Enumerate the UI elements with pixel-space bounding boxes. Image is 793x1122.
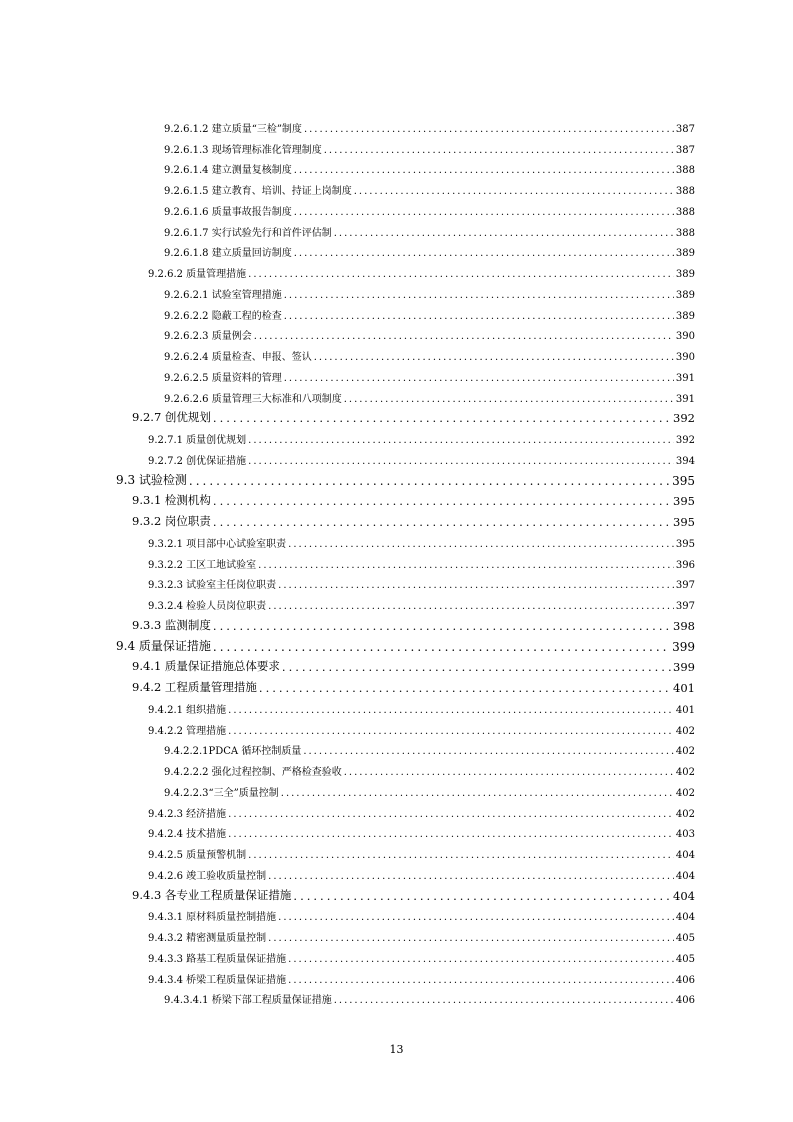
toc-dot-leader bbox=[314, 352, 674, 363]
toc-entry-title: 9.4.2.2.2 强化过程控制、严格检查验收 bbox=[164, 767, 342, 778]
toc-entry[interactable] bbox=[0, 612, 793, 633]
toc-entry-page-number: 387 bbox=[675, 123, 695, 135]
toc-dot-leader bbox=[294, 165, 674, 176]
toc-dot-leader bbox=[268, 871, 674, 882]
toc-dot-leader bbox=[268, 601, 674, 612]
toc-entry[interactable] bbox=[0, 944, 793, 965]
toc-dot-leader bbox=[303, 746, 674, 757]
toc-dot-leader bbox=[259, 681, 671, 695]
toc-entry-title: 9.4.2.6 竣工验收质量控制 bbox=[148, 870, 267, 882]
toc-entry-title: 9.4.2.2 管理措施 bbox=[148, 725, 227, 737]
toc-dot-leader bbox=[213, 619, 671, 633]
toc-entry-page-number: 388 bbox=[675, 186, 695, 197]
toc-entry-page-number: 405 bbox=[675, 953, 695, 965]
toc-entry-page-number: 388 bbox=[675, 206, 695, 218]
toc-entry-title: 9.2.6.1.5 建立教育、培训、持证上岗制度 bbox=[164, 186, 352, 197]
toc-entry[interactable] bbox=[0, 654, 793, 675]
toc-entry-title: 9.4.2 工程质量管理措施 bbox=[132, 680, 257, 694]
toc-entry[interactable] bbox=[0, 425, 793, 446]
toc-entry[interactable] bbox=[0, 923, 793, 944]
toc-entry-page-number: 404 bbox=[675, 850, 695, 861]
toc-entry-title: 9.4.2.4 技术措施 bbox=[148, 829, 227, 841]
toc-dot-leader bbox=[284, 290, 674, 301]
toc-entry[interactable] bbox=[0, 799, 793, 820]
toc-entry-title: 9.4.3.4.1 桥梁下部工程质量保证措施 bbox=[164, 995, 332, 1007]
toc-dot-leader bbox=[228, 809, 674, 820]
toc-entry-page-number: 398 bbox=[673, 618, 695, 633]
toc-entry-title: 9.3.1 检测机构 bbox=[132, 493, 211, 508]
toc-entry[interactable] bbox=[0, 176, 793, 197]
toc-entry-title: 9.3.3 监测制度 bbox=[132, 617, 211, 632]
toc-dot-leader bbox=[284, 311, 674, 322]
toc-dot-leader bbox=[268, 933, 674, 944]
toc-entry-page-number: 405 bbox=[675, 933, 695, 944]
toc-entry-title: 9.2.7.2 创优保证措施 bbox=[148, 455, 247, 467]
toc-entry-page-number: 387 bbox=[675, 144, 695, 156]
toc-entry-page-number: 404 bbox=[675, 870, 695, 882]
toc-entry-title: 9.4.3 各专业工程质量保证措施 bbox=[132, 887, 292, 902]
toc-entry[interactable] bbox=[0, 861, 793, 882]
toc-entry-page-number: 392 bbox=[673, 411, 695, 426]
toc-entry[interactable] bbox=[0, 239, 793, 260]
toc-entry-title: 9.2.6.2.2 隐蔽工程的检查 bbox=[164, 310, 282, 322]
toc-dot-leader bbox=[228, 829, 674, 840]
toc-entry[interactable] bbox=[0, 778, 793, 799]
toc-entry-title: 9.4 质量保证措施 bbox=[116, 638, 211, 653]
toc-entry-title: 9.2.6.2.3 质量例会 bbox=[164, 331, 252, 343]
toc-entry-page-number: 394 bbox=[675, 455, 695, 467]
toc-entry[interactable] bbox=[0, 135, 793, 156]
toc-dot-leader bbox=[213, 515, 671, 529]
toc-entry-page-number: 395 bbox=[673, 494, 695, 509]
toc-dot-leader bbox=[324, 145, 674, 156]
toc-entry-title: 9.2.6.2.4 质量检查、申报、签认 bbox=[164, 352, 312, 363]
toc-entry-title: 9.2.6.2 质量管理措施 bbox=[148, 269, 247, 280]
toc-dot-leader bbox=[228, 726, 674, 737]
toc-dot-leader bbox=[344, 394, 674, 405]
toc-entry-page-number: 406 bbox=[675, 995, 695, 1007]
toc-entry-page-number: 390 bbox=[675, 331, 695, 343]
toc-dot-leader bbox=[254, 331, 674, 342]
toc-dot-leader bbox=[288, 975, 674, 986]
toc-dot-leader bbox=[344, 767, 674, 778]
toc-entry-title: 9.2.6.1.6 质量事故报告制度 bbox=[164, 206, 292, 218]
toc-entry[interactable] bbox=[0, 571, 793, 592]
toc-entry-page-number: 391 bbox=[675, 372, 695, 384]
toc-entry[interactable] bbox=[0, 114, 793, 135]
toc-entry[interactable] bbox=[0, 363, 793, 384]
toc-entry-page-number: 402 bbox=[675, 746, 695, 758]
toc-entry[interactable] bbox=[0, 757, 793, 778]
toc-entry-title: 9.3.2.4 检验人员岗位职责 bbox=[148, 601, 267, 612]
toc-entry-title: 9.2.6.2.6 质量管理三大标准和八项制度 bbox=[164, 393, 342, 405]
toc-dot-leader bbox=[248, 850, 674, 861]
toc-entry[interactable] bbox=[0, 301, 793, 322]
toc-entry[interactable] bbox=[0, 550, 793, 571]
toc-entry-title: 9.2.6.1.8 建立质量回访制度 bbox=[164, 248, 292, 260]
toc-entry[interactable] bbox=[0, 342, 793, 363]
toc-entry-page-number: 389 bbox=[675, 248, 695, 260]
toc-entry-page-number: 404 bbox=[673, 888, 695, 903]
toc-entry-page-number: 392 bbox=[675, 435, 695, 446]
toc-entry[interactable] bbox=[0, 903, 793, 924]
page-number: 13 bbox=[389, 1043, 404, 1056]
toc-entry-title: 9.3 试验检测 bbox=[116, 472, 187, 487]
toc-entry-page-number: 395 bbox=[673, 515, 695, 529]
toc-entry-page-number: 402 bbox=[675, 725, 695, 737]
toc-entry-page-number: 399 bbox=[672, 639, 695, 654]
toc-entry-title: 9.4.2.2.3“三全”质量控制 bbox=[164, 787, 279, 799]
toc-entry-page-number: 391 bbox=[675, 393, 695, 405]
toc-entry-page-number: 402 bbox=[675, 808, 695, 820]
toc-dot-leader bbox=[228, 705, 674, 716]
toc-dot-leader bbox=[248, 435, 674, 446]
toc-dot-leader bbox=[248, 456, 674, 467]
toc-entry-page-number: 406 bbox=[675, 974, 695, 986]
toc-entry[interactable] bbox=[0, 467, 793, 488]
toc-dot-leader bbox=[213, 411, 671, 425]
toc-entry[interactable] bbox=[0, 446, 793, 467]
toc-dot-leader bbox=[213, 640, 670, 654]
toc-entry-page-number: 402 bbox=[675, 767, 695, 778]
toc-dot-leader bbox=[334, 995, 674, 1006]
toc-entry-page-number: 389 bbox=[675, 269, 695, 280]
toc-entry[interactable] bbox=[0, 218, 793, 239]
toc-dot-leader bbox=[258, 560, 674, 571]
toc-entry[interactable] bbox=[0, 156, 793, 177]
toc-entry-title: 9.3.2 岗位职责 bbox=[132, 514, 211, 528]
toc-dot-leader bbox=[281, 788, 674, 799]
toc-entry[interactable] bbox=[0, 591, 793, 612]
toc-dot-leader bbox=[334, 228, 674, 239]
toc-entry-page-number: 397 bbox=[675, 580, 695, 592]
toc-entry-title: 9.4.3.2 精密测量质量控制 bbox=[148, 933, 267, 944]
toc-entry[interactable] bbox=[0, 508, 793, 529]
toc-entry[interactable] bbox=[0, 488, 793, 509]
toc-dot-leader bbox=[213, 494, 671, 508]
toc-dot-leader bbox=[354, 186, 674, 197]
toc-entry-page-number: 401 bbox=[673, 681, 695, 695]
toc-entry-title: 9.4.2.1 组织措施 bbox=[148, 704, 227, 716]
toc-dot-leader bbox=[288, 954, 674, 965]
toc-entry[interactable] bbox=[0, 633, 793, 654]
toc-entry-page-number: 395 bbox=[672, 473, 695, 488]
toc-dot-leader bbox=[294, 207, 674, 218]
toc-entry-title: 9.2.7.1 质量创优规划 bbox=[148, 435, 247, 446]
toc-entry[interactable] bbox=[0, 197, 793, 218]
toc-entry-title: 9.3.2.3 试验室主任岗位职责 bbox=[148, 580, 277, 592]
toc-entry[interactable] bbox=[0, 280, 793, 301]
toc-entry-title: 9.2.6.1.4 建立测量复核制度 bbox=[164, 165, 292, 177]
toc-entry-title: 9.2.6.1.7 实行试验先行和首件评估制 bbox=[164, 227, 332, 239]
toc-dot-leader bbox=[278, 580, 674, 591]
toc-entry-title: 9.4.3.3 路基工程质量保证措施 bbox=[148, 953, 287, 965]
toc-entry-page-number: 396 bbox=[675, 559, 695, 571]
toc-entry-title: 9.4.2.2.1PDCA 循环控制质量 bbox=[164, 746, 302, 758]
toc-entry[interactable] bbox=[0, 259, 793, 280]
toc-entry[interactable] bbox=[0, 716, 793, 737]
toc-dot-leader bbox=[248, 269, 674, 280]
toc-dot-leader bbox=[189, 474, 670, 488]
toc-dot-leader bbox=[284, 373, 674, 384]
toc-entry-title: 9.4.3.4 桥梁工程质量保证措施 bbox=[148, 974, 287, 986]
toc-entry[interactable] bbox=[0, 965, 793, 986]
toc-entry-title: 9.2.6.1.2 建立质量“三检”制度 bbox=[164, 123, 302, 135]
toc-entry-page-number: 388 bbox=[675, 165, 695, 177]
toc-entry[interactable] bbox=[0, 737, 793, 758]
toc-entry-page-number: 401 bbox=[675, 704, 695, 716]
toc-entry-title: 9.4.3.1 原材料质量控制措施 bbox=[148, 912, 277, 924]
toc-entry-page-number: 403 bbox=[675, 829, 695, 841]
toc-entry[interactable] bbox=[0, 882, 793, 903]
toc-entry[interactable] bbox=[0, 529, 793, 550]
toc-entry-title: 9.4.2.5 质量预警机制 bbox=[148, 850, 247, 861]
toc-entry-page-number: 389 bbox=[675, 289, 695, 301]
toc-entry[interactable] bbox=[0, 820, 793, 841]
toc-entry-page-number: 395 bbox=[675, 538, 695, 550]
toc-dot-leader bbox=[278, 912, 674, 923]
toc-dot-leader bbox=[288, 539, 674, 550]
toc-entry-page-number: 397 bbox=[675, 601, 695, 612]
toc-entry-page-number: 389 bbox=[675, 310, 695, 322]
toc-entry[interactable] bbox=[0, 384, 793, 405]
toc-entry-title: 9.4.2.3 经济措施 bbox=[148, 808, 227, 820]
toc-entry-page-number: 388 bbox=[675, 227, 695, 239]
toc-entry-title: 9.2.7 创优规划 bbox=[132, 410, 211, 425]
toc-dot-leader bbox=[293, 889, 671, 903]
toc-entry[interactable] bbox=[0, 322, 793, 343]
toc-entry[interactable] bbox=[0, 840, 793, 861]
toc-dot-leader bbox=[304, 124, 674, 135]
toc-entry-title: 9.4.1 质量保证措施总体要求 bbox=[132, 659, 280, 674]
toc-entry-title: 9.2.6.2.5 质量资料的管理 bbox=[164, 372, 282, 384]
toc-entry[interactable] bbox=[0, 405, 793, 426]
toc-entry-page-number: 404 bbox=[675, 912, 695, 924]
toc-entry-title: 9.2.6.1.3 现场管理标准化管理制度 bbox=[164, 144, 322, 156]
toc-dot-leader bbox=[294, 248, 674, 259]
table-of-contents bbox=[0, 114, 793, 1006]
toc-entry[interactable] bbox=[0, 695, 793, 716]
toc-entry-title: 9.2.6.2.1 试验室管理措施 bbox=[164, 289, 282, 301]
toc-entry[interactable] bbox=[0, 674, 793, 695]
toc-entry-title: 9.3.2.2 工区工地试验室 bbox=[148, 559, 257, 571]
toc-entry-page-number: 402 bbox=[675, 787, 695, 799]
toc-entry[interactable] bbox=[0, 986, 793, 1007]
toc-entry-page-number: 390 bbox=[675, 352, 695, 363]
toc-dot-leader bbox=[282, 660, 671, 674]
toc-entry-title: 9.3.2.1 项目部中心试验室职责 bbox=[148, 538, 287, 550]
toc-entry-page-number: 399 bbox=[673, 660, 695, 675]
